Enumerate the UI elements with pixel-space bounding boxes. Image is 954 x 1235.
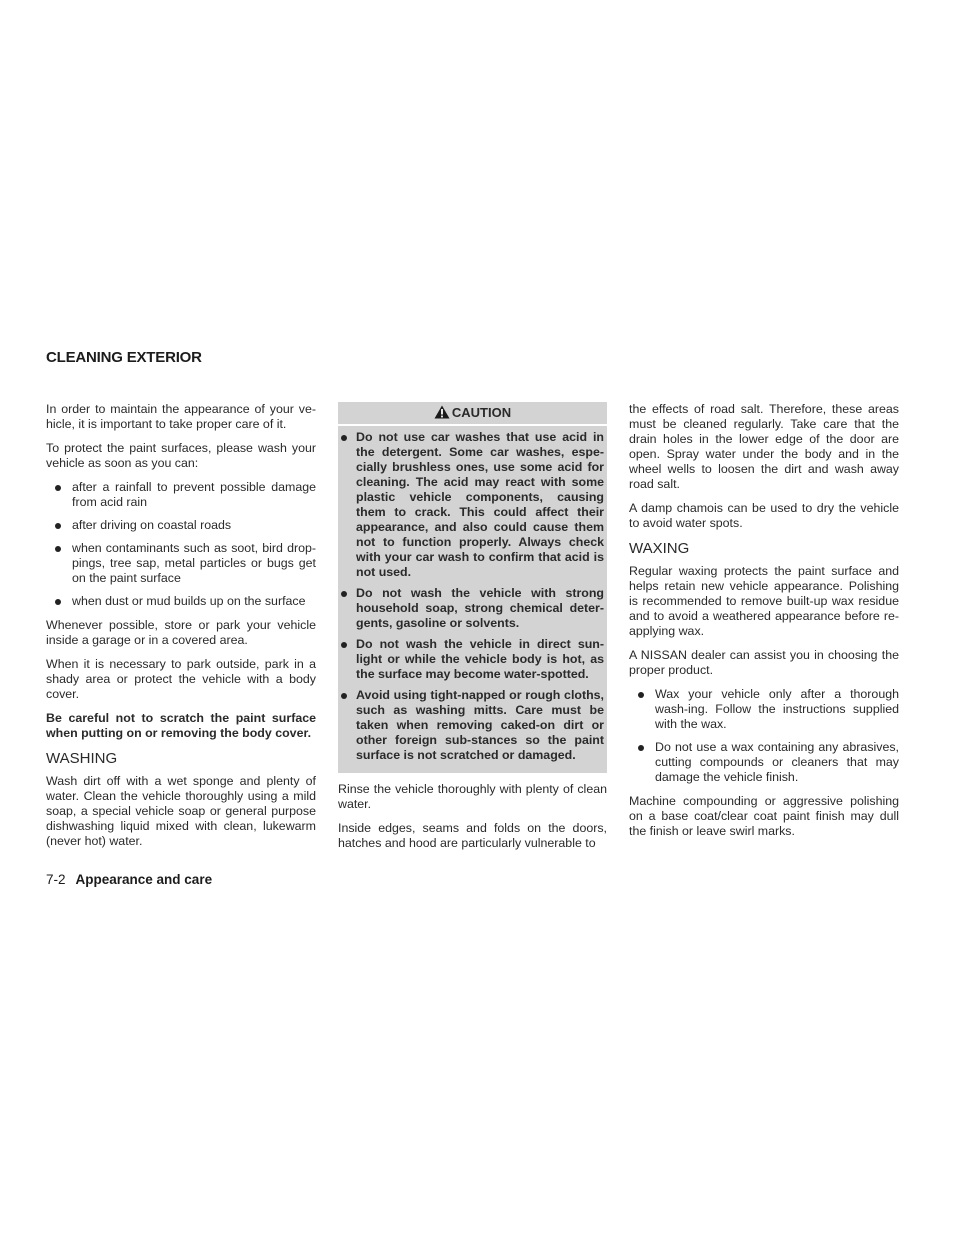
caution-item: Avoid using tight-napped or rough cloths, such as washing mitts. Care must be taken when removing caked-on dirt or other foreign sub-stances so the paint surface is not scratched or damaged. (341, 688, 604, 763)
caution-item: Do not wash the vehicle in direct sun-light or while the vehicle body is hot, as the surface may become water-spotted. (341, 637, 604, 682)
column-left (46, 402, 316, 858)
compounding-paragraph: Machine compounding or aggressive polishing on a base coat/clear coat paint finish may dull the finish or leave swirl marks. (629, 794, 899, 838)
washing-paragraph: Wash dirt off with a wet sponge and plenty of water. Clean the vehicle thoroughly using a mild soap, a special vehicle soap or general purpose dishwashing liquid mixed with clean, lukewarm (never hot) water. (46, 774, 316, 848)
footer-section-name: Appearance and care (75, 872, 213, 887)
list-item: after a rainfall to prevent possible damage from acid rain (46, 480, 316, 510)
list-item: Do not use a wax containing any abrasives, cutting compounds or cleaners that may damage the vehicle finish. (629, 740, 899, 785)
section-title: CLEANING EXTERIOR (46, 349, 202, 366)
list-item: when dust or mud builds up on the surface (46, 594, 316, 609)
list-item: when contaminants such as soot, bird drop-pings, tree sap, metal particles or bugs get on the paint surface (46, 541, 316, 586)
caution-list (341, 430, 604, 763)
storage-paragraph: Whenever possible, store or park your vehicle inside a garage or in a covered area. (46, 618, 316, 647)
intro-paragraph: In order to maintain the appearance of your ve-hicle, it is important to take proper care of it. (46, 402, 316, 431)
chamois-paragraph: A damp chamois can be used to dry the vehicle to avoid water spots. (629, 501, 899, 530)
page-number: 7-2 (46, 872, 66, 887)
outdoor-parking-paragraph: When it is necessary to park outside, park in a shady area or protect the vehicle with a body cover. (46, 657, 316, 701)
wax-tips-list (629, 687, 899, 785)
caution-item: Do not use car washes that use acid in the detergent. Some car washes, espe-cially brushless ones, use some acid for cleaning. The acid may react with some plastic vehicle components, causing them to crack. This could affect their appearance, and also could cause them not to function properly. Always check with your car wash to confirm that acid is not used. (341, 430, 604, 580)
caution-box (338, 402, 607, 773)
caution-title: CAUTION (451, 405, 512, 420)
washing-heading: WASHING (46, 750, 118, 767)
vulnerable-areas-paragraph: Inside edges, seams and folds on the doors, hatches and hood are particularly vulnerable to (338, 821, 607, 850)
caution-header (338, 402, 607, 426)
protect-paragraph: To protect the paint surfaces, please wash your vehicle as soon as you can: (46, 441, 316, 470)
rinse-paragraph: Rinse the vehicle thoroughly with plenty of clean water. (338, 782, 607, 811)
waxing-heading: WAXING (629, 540, 690, 557)
caution-item: Do not wash the vehicle with strong household soap, strong chemical deter-gents, gasoline or solvents. (341, 586, 604, 631)
wash-conditions-list (46, 480, 316, 609)
column-right (629, 402, 899, 848)
waxing-paragraph: Regular waxing protects the paint surface and helps retain new vehicle appearance. Polishing is recommended to remove built-up wax residue and to avoid a weathered appearance before re-applying wax. (629, 564, 899, 638)
list-item: Wax your vehicle only after a thorough wash-ing. Follow the instructions supplied with the wax. (629, 687, 899, 732)
road-salt-paragraph: the effects of road salt. Therefore, these areas must be cleaned regularly. Take care that the drain holes in the lower edge of the door are open. Spray water under the body and in the wheel wells to loosen the dirt and wash away road salt. (629, 402, 899, 491)
scratch-warning-paragraph: Be careful not to scratch the paint surface when putting on or removing the body cover. (46, 711, 316, 740)
page-footer (46, 872, 212, 887)
warning-triangle-icon (434, 404, 450, 426)
column-middle (338, 402, 607, 860)
dealer-paragraph: A NISSAN dealer can assist you in choosing the proper product. (629, 648, 899, 677)
list-item: after driving on coastal roads (46, 518, 316, 533)
